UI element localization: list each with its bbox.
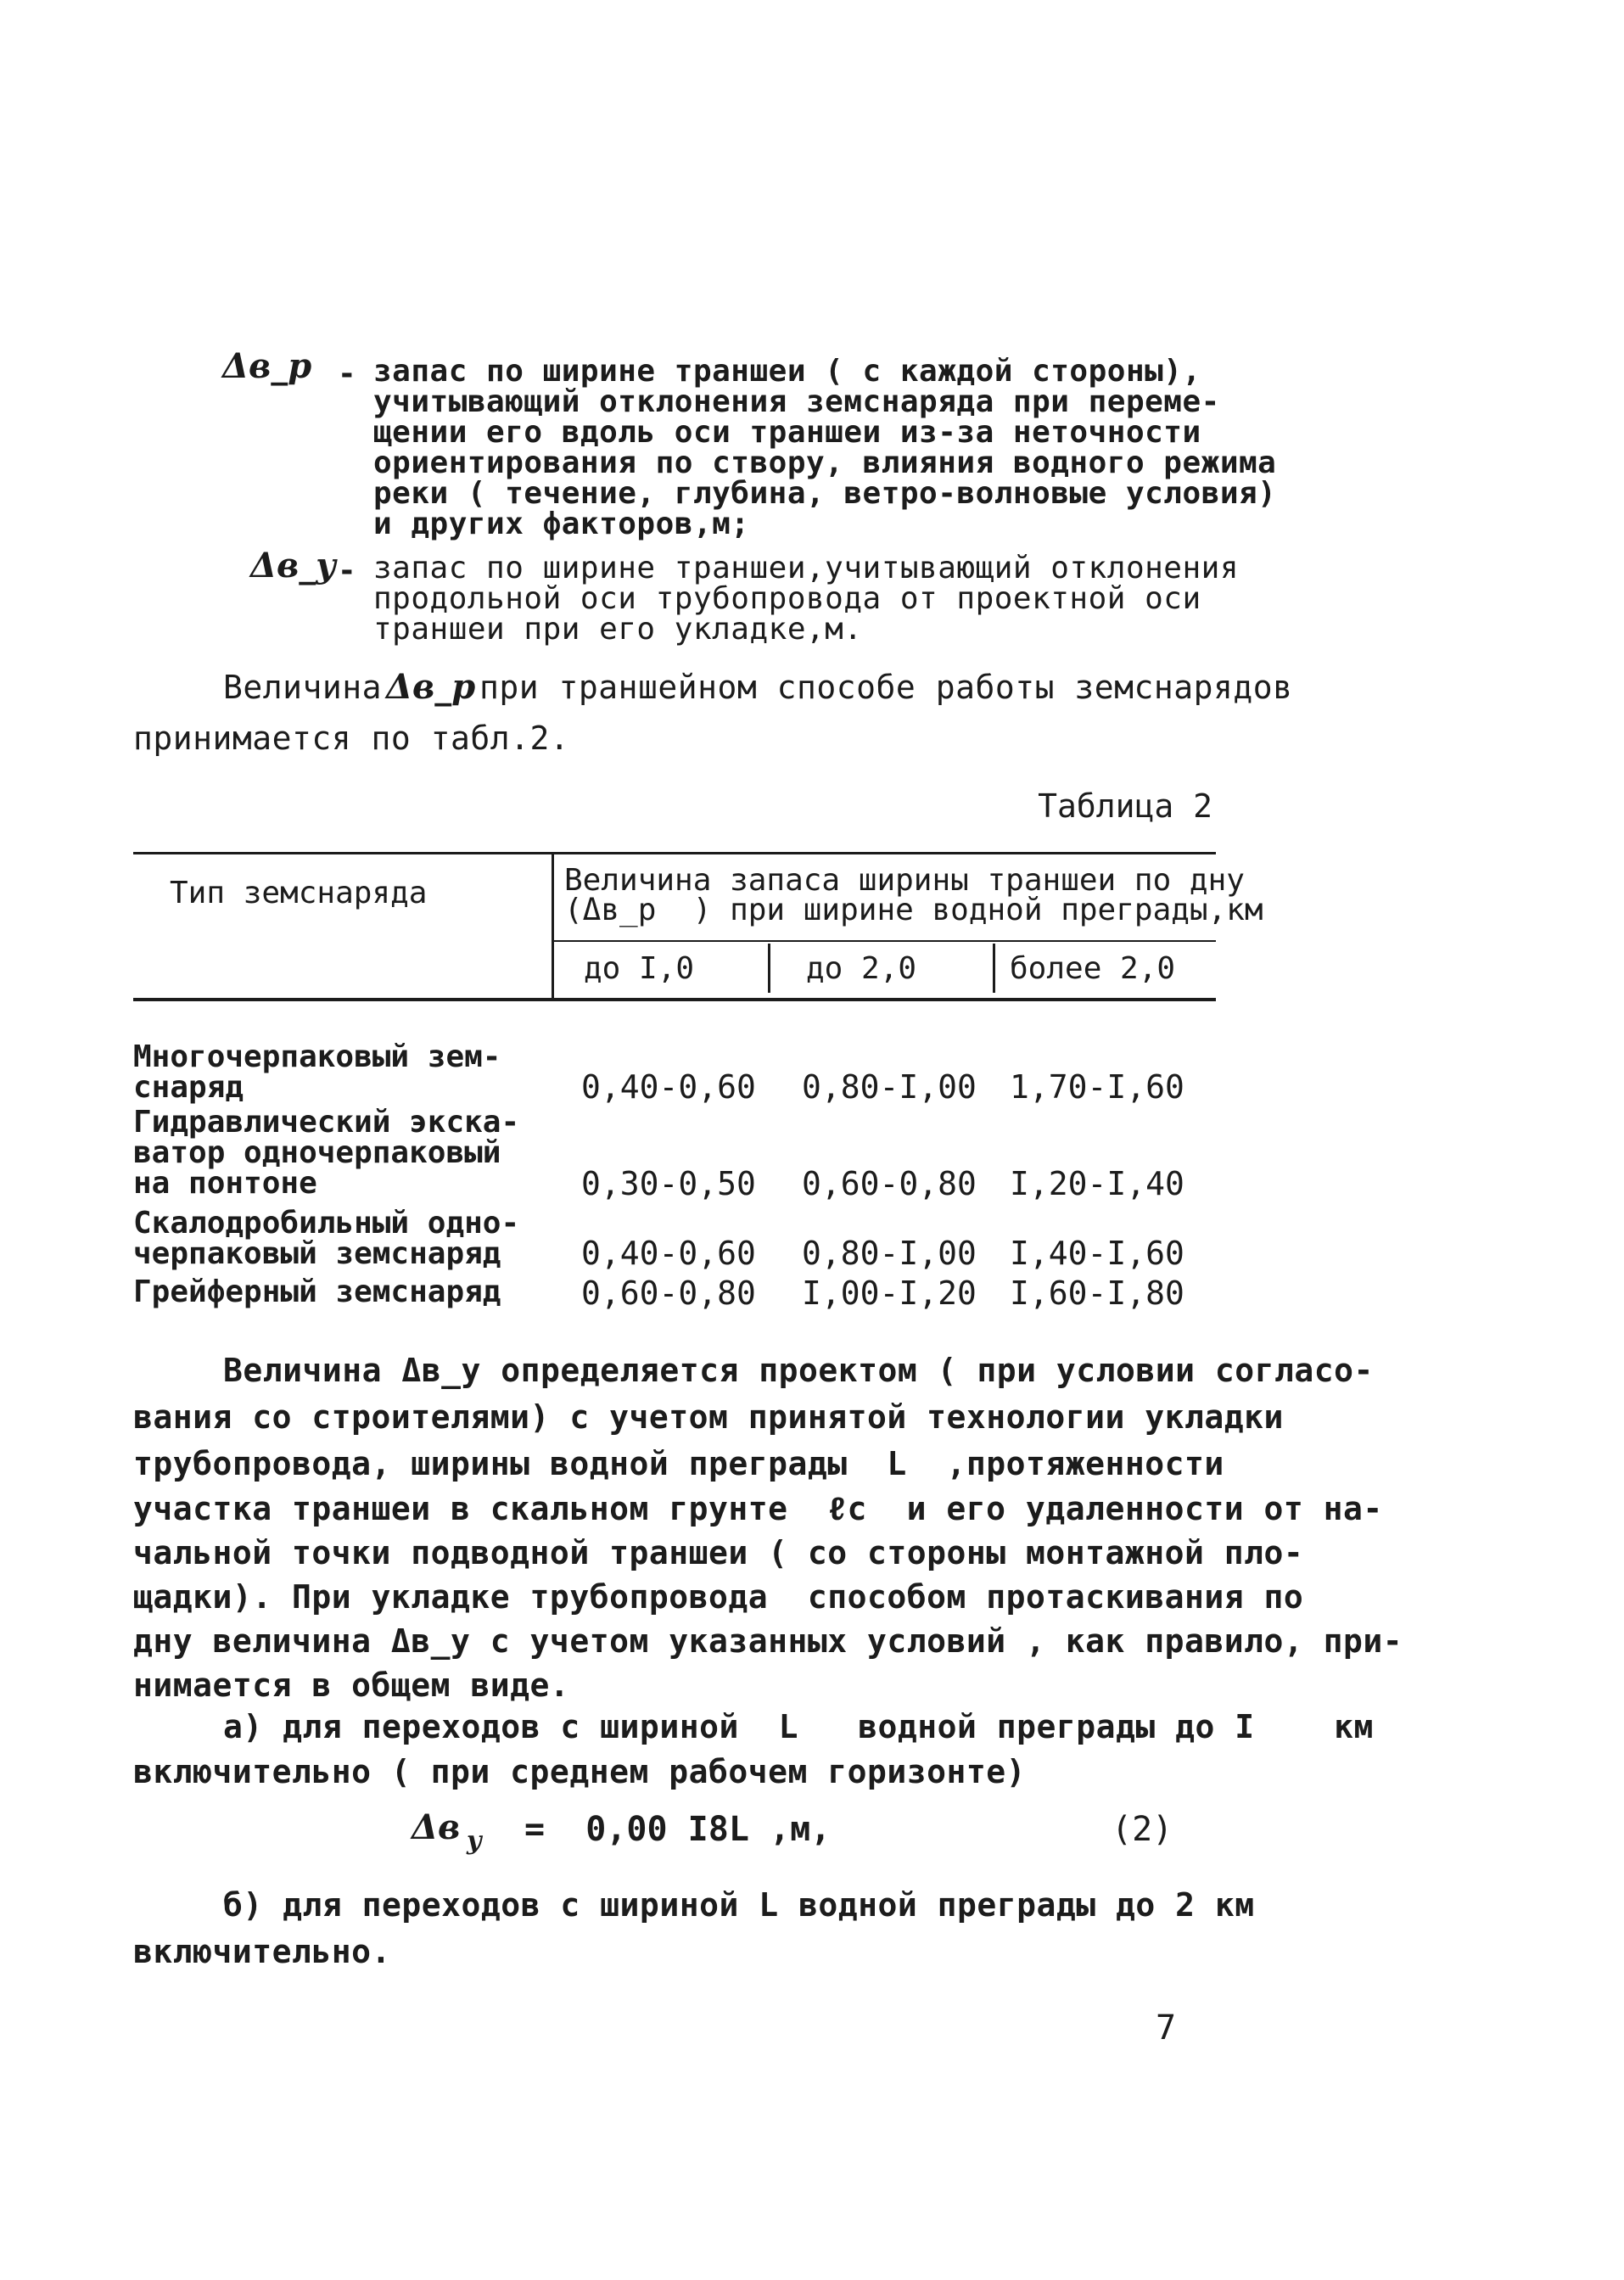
table-cell: I,20-I,40	[1010, 1165, 1184, 1202]
table-row-name: Многочерпаковый зем- снаряд	[133, 1039, 501, 1105]
page-number: 7	[1156, 2008, 1177, 2048]
body-line: трубопровода, ширины водной преграды L ,протяженности	[133, 1445, 1224, 1482]
table-cell: I,00-I,20	[802, 1274, 977, 1312]
table-column-divider	[993, 944, 995, 993]
definition-dash: -	[338, 356, 356, 391]
formula-lhs: Δв	[412, 1807, 461, 1847]
table-header-col-1: до I,0	[584, 951, 695, 986]
table-cell: I,40-I,60	[1010, 1235, 1184, 1272]
formula-subscript: у	[467, 1826, 482, 1856]
formula-number: (2)	[1112, 1810, 1173, 1849]
intro-text: Величина	[223, 669, 383, 706]
table-cell: 0,40-0,60	[581, 1235, 756, 1272]
table-row-name: Скалодробильный одно- черпаковый земснаряд	[133, 1206, 520, 1271]
table-header-bottom-rule	[133, 998, 1216, 1001]
table-header-type: Тип земснаряда	[170, 876, 428, 910]
body-line: Величина Δв_у определяется проектом ( при условии согласо-	[223, 1352, 1374, 1389]
definition-dash: -	[338, 553, 356, 588]
body-line: нимается в общем виде.	[133, 1667, 570, 1704]
symbol-delta-b-p: Δв_р	[222, 346, 312, 386]
table-group-header: (Δв_р ) при ширине водной преграды,км	[564, 893, 1263, 927]
table-cell: I,60-I,80	[1010, 1274, 1184, 1312]
body-line: щадки). При укладке трубопровода способом протаскивания по	[133, 1578, 1304, 1616]
table-column-divider	[768, 944, 770, 993]
symbol-delta-b-p: Δв_р	[386, 667, 476, 707]
definition-text: запас по ширине траншеи,учитывающий отклонения продольной оси трубопровода от проектной оси траншеи при его укладке,м.	[373, 551, 1239, 647]
body-line: дну величина Δв_у с учетом указанных условий , как правило, при-	[133, 1622, 1403, 1660]
table-column-divider	[552, 852, 554, 998]
table-cell: 0,40-0,60	[581, 1068, 756, 1106]
table-group-header: Величина запаса ширины траншеи по дну	[564, 863, 1245, 898]
table-caption: Таблица 2	[1038, 787, 1212, 825]
table-header-col-3: более 2,0	[1010, 951, 1176, 986]
body-line: вания со строителями) с учетом принятой технологии укладки	[133, 1398, 1284, 1436]
table-row-name: Грейферный земснаряд	[133, 1274, 501, 1309]
intro-text: принимается по табл.2.	[133, 720, 570, 757]
body-line: чальной точки подводной траншеи ( со стороны монтажной пло-	[133, 1534, 1304, 1571]
table-cell: 0,30-0,50	[581, 1165, 756, 1202]
formula-rhs: = 0,00 I8L ,м,	[524, 1810, 832, 1849]
item-a-line: а) для переходов с шириной L водной преграды до I км	[223, 1708, 1374, 1745]
table-top-rule	[133, 852, 1216, 854]
table-row-name: Гидравлический экска- ватор одночерпаковый на понтоне	[133, 1105, 520, 1201]
table-header-col-2: до 2,0	[806, 951, 917, 986]
table-cell: 0,80-I,00	[802, 1235, 977, 1272]
definition-text: запас по ширине траншеи ( с каждой стороны), учитывающий отклонения земснаряда при переме- щении его вдоль оси траншеи из-за неточности ориентирования по створу, влияния водного режима реки ( течение, глубина, ветро-волновые условия) и других факторов,м;	[373, 354, 1277, 541]
item-b-line: б) для переходов с шириной L водной преграды до 2 км	[223, 1886, 1255, 1924]
body-line: участка траншеи в скальном грунте ℓс и его удаленности от на-	[133, 1490, 1383, 1527]
table-header-rule	[552, 940, 1216, 942]
item-a-line: включительно ( при среднем рабочем горизонте)	[133, 1753, 1027, 1790]
table-cell: 0,60-0,80	[802, 1165, 977, 1202]
table-cell: 0,60-0,80	[581, 1274, 756, 1312]
item-b-line: включительно.	[133, 1933, 391, 1970]
table-cell: 0,80-I,00	[802, 1068, 977, 1106]
table-cell: 1,70-I,60	[1010, 1068, 1184, 1106]
symbol-delta-b-y: Δв_у	[250, 546, 337, 585]
intro-text: при траншейном способе работы земснарядов	[479, 669, 1293, 706]
